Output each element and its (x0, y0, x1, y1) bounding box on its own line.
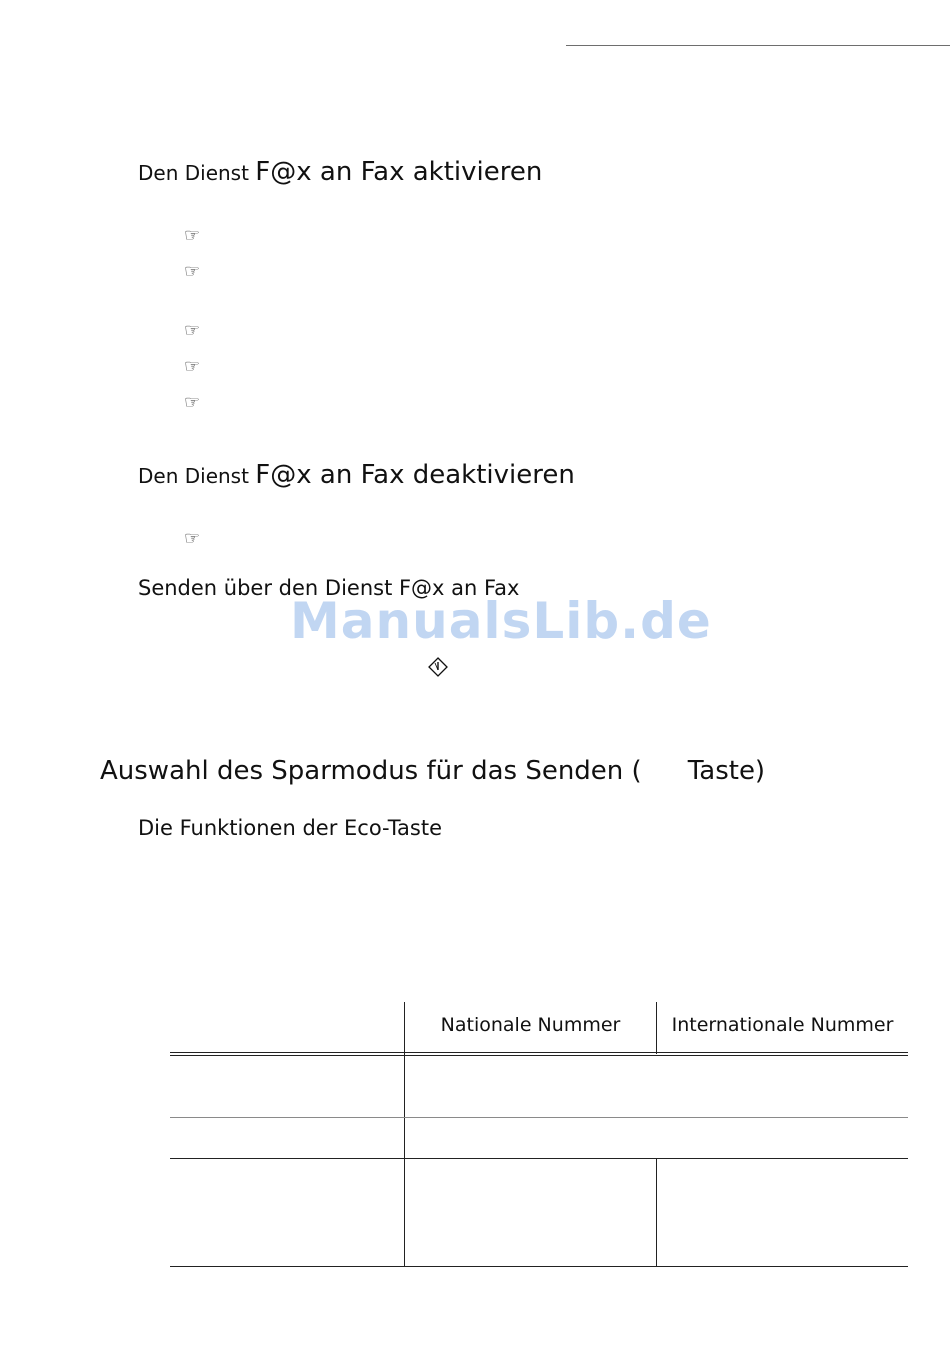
heading-deactivate-prefix: Den Dienst (138, 464, 256, 488)
pointing-hand-icon: ☞ (184, 225, 201, 246)
table-header-international: Internationale Nummer (671, 1014, 894, 1036)
header-rule (566, 45, 950, 46)
heading-activate-title: F@x an Fax aktivieren (255, 157, 543, 187)
eco-table (170, 1002, 908, 1267)
table-header-rule (170, 1055, 908, 1056)
main-heading (100, 756, 765, 786)
table-col-divider (656, 1158, 657, 1267)
heading-deactivate-title: F@x an Fax deaktivieren (255, 460, 575, 490)
heading-deactivate (138, 460, 575, 490)
sub-heading-eco: Die Funktionen der Eco-Taste (138, 816, 443, 840)
watermark-text: ManualsLib.de (290, 592, 712, 650)
pointing-hand-icon: ☞ (184, 320, 201, 341)
heading-send: Senden über den Dienst F@x an Fax (138, 576, 520, 600)
table-row-rule (170, 1158, 908, 1159)
pointing-hand-icon: ☞ (184, 356, 201, 377)
start-key-icon (428, 657, 448, 677)
pointing-hand-icon: ☞ (184, 528, 201, 549)
main-heading-after: Taste) (687, 756, 766, 786)
heading-activate (138, 157, 542, 187)
table-header-rule (170, 1052, 908, 1053)
table-col-divider (404, 1002, 405, 1267)
table-header-national: Nationale Nummer (440, 1014, 621, 1036)
pointing-hand-icon: ☞ (184, 261, 201, 282)
table-row-rule (170, 1117, 908, 1118)
main-heading-before: Auswahl des Sparmodus für das Senden ( (100, 756, 642, 786)
table-bottom-rule (170, 1266, 908, 1267)
heading-activate-prefix: Den Dienst (138, 161, 256, 185)
pointing-hand-icon: ☞ (184, 392, 201, 413)
